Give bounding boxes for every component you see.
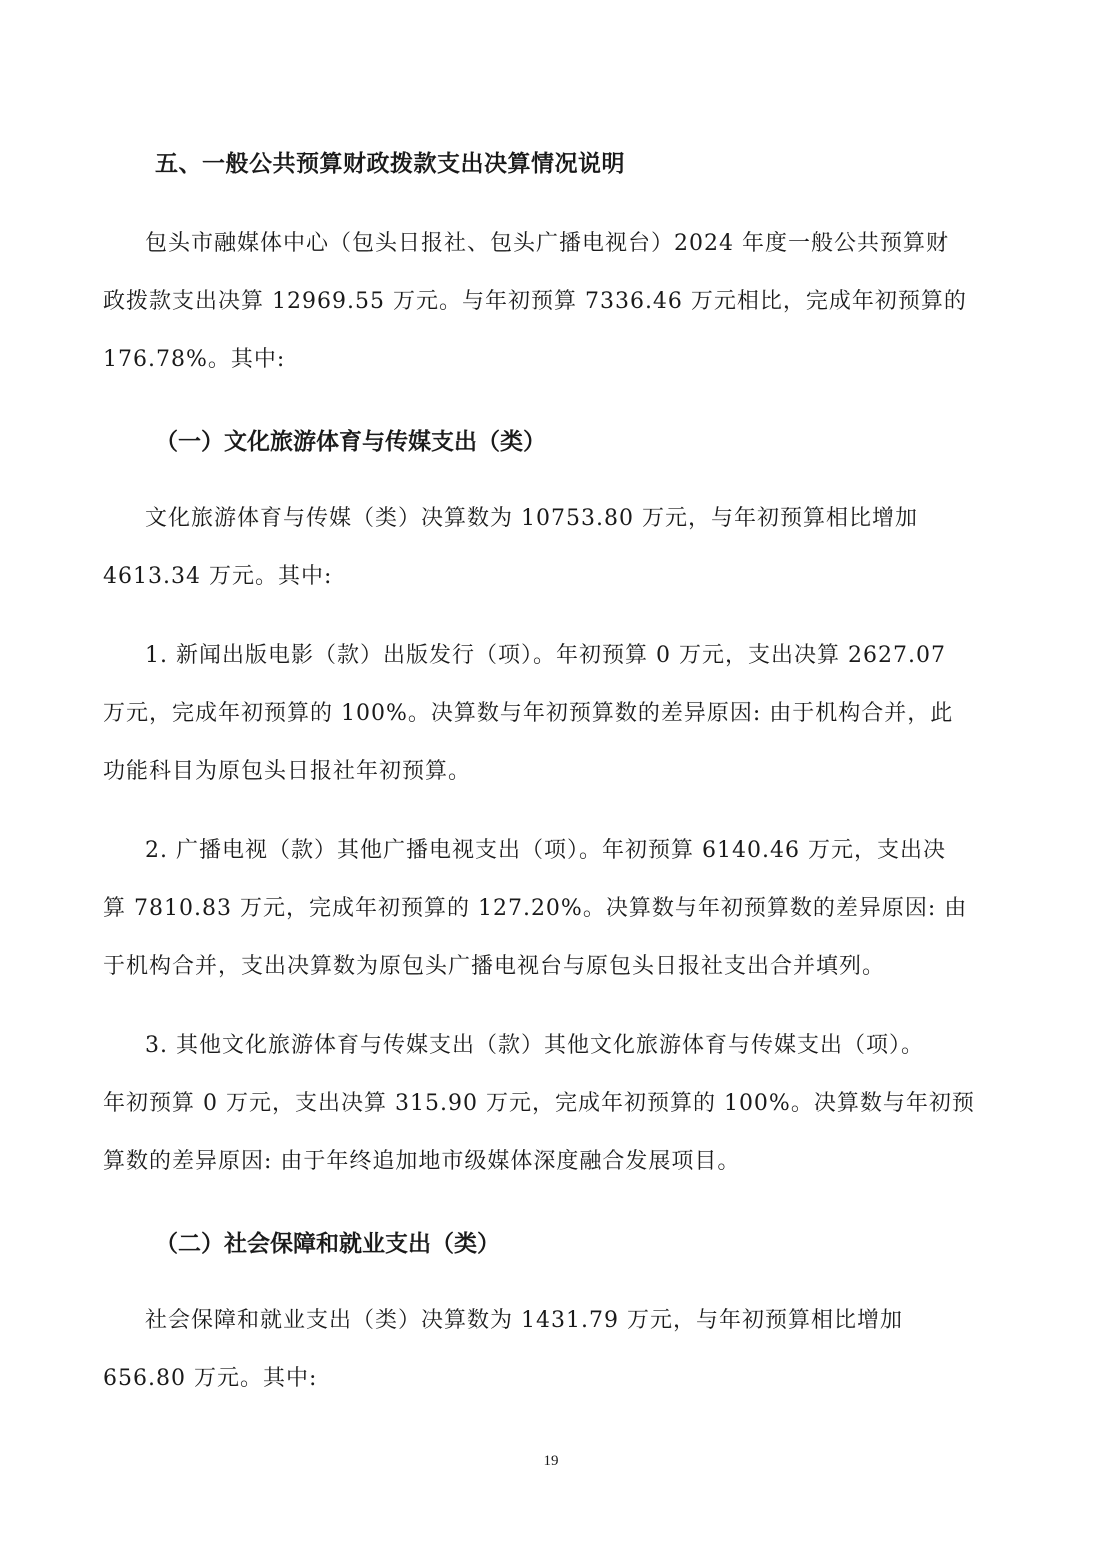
culture-item-2-line-1: 2. 广播电视（款）其他广播电视支出（项）。年初预算 6140.46 万元，支出决: [145, 838, 946, 863]
social-security-summary-line-1: 社会保障和就业支出（类）决算数为 1431.79 万元，与年初预算相比增加: [145, 1308, 903, 1333]
culture-item-3-line-3: 算数的差异原因: 由于年终追加地市级媒体深度融合发展项目。: [103, 1149, 741, 1174]
intro-line-3: 176.78%。其中:: [103, 347, 286, 372]
section-title: 五、一般公共预算财政拨款支出决算情况说明: [155, 151, 625, 177]
culture-item-2-line-2: 算 7810.83 万元，完成年初预算的 127.20%。决算数与年初预算数的差异原因: 由: [103, 896, 968, 921]
subsection-title-culture: （一）文化旅游体育与传媒支出（类）: [155, 429, 546, 455]
culture-item-1-line-1: 1. 新闻出版电影（款）出版发行（项）。年初预算 0 万元，支出决算 2627.07: [145, 643, 946, 668]
culture-item-3-paragraph: [103, 1017, 1003, 1191]
culture-item-3-line-1: 3. 其他文化旅游体育与传媒支出（款）其他文化旅游体育与传媒支出（项）。: [145, 1033, 924, 1058]
social-security-summary-line-2: 656.80 万元。其中:: [103, 1366, 318, 1391]
culture-item-3-line-2: 年初预算 0 万元，支出决算 315.90 万元，完成年初预算的 100%。决算数与年初预: [103, 1091, 975, 1116]
culture-item-1-line-3: 功能科目为原包头日报社年初预算。: [103, 759, 472, 784]
culture-summary-line-2: 4613.34 万元。其中:: [103, 564, 333, 589]
social-security-summary-paragraph: [103, 1292, 1003, 1408]
culture-item-2-paragraph: [103, 822, 1003, 996]
culture-summary-paragraph: [103, 490, 1003, 606]
intro-paragraph: [103, 215, 1003, 389]
culture-item-2-line-3: 于机构合并，支出决算数为原包头广播电视台与原包头日报社支出合并填列。: [103, 954, 886, 979]
culture-summary-line-1: 文化旅游体育与传媒（类）决算数为 10753.80 万元，与年初预算相比增加: [145, 506, 918, 531]
intro-line-1: 包头市融媒体中心（包头日报社、包头广播电视台）2024 年度一般公共预算财: [145, 231, 949, 256]
page-number: 19: [543, 1453, 559, 1469]
culture-item-1-paragraph: [103, 627, 1003, 801]
subsection-title-social-security: （二）社会保障和就业支出（类）: [155, 1231, 500, 1257]
culture-item-1-line-2: 万元，完成年初预算的 100%。决算数与年初预算数的差异原因: 由于机构合并，此: [103, 701, 954, 726]
intro-line-2: 政拨款支出决算 12969.55 万元。与年初预算 7336.46 万元相比，完成年初预算的: [103, 289, 967, 314]
